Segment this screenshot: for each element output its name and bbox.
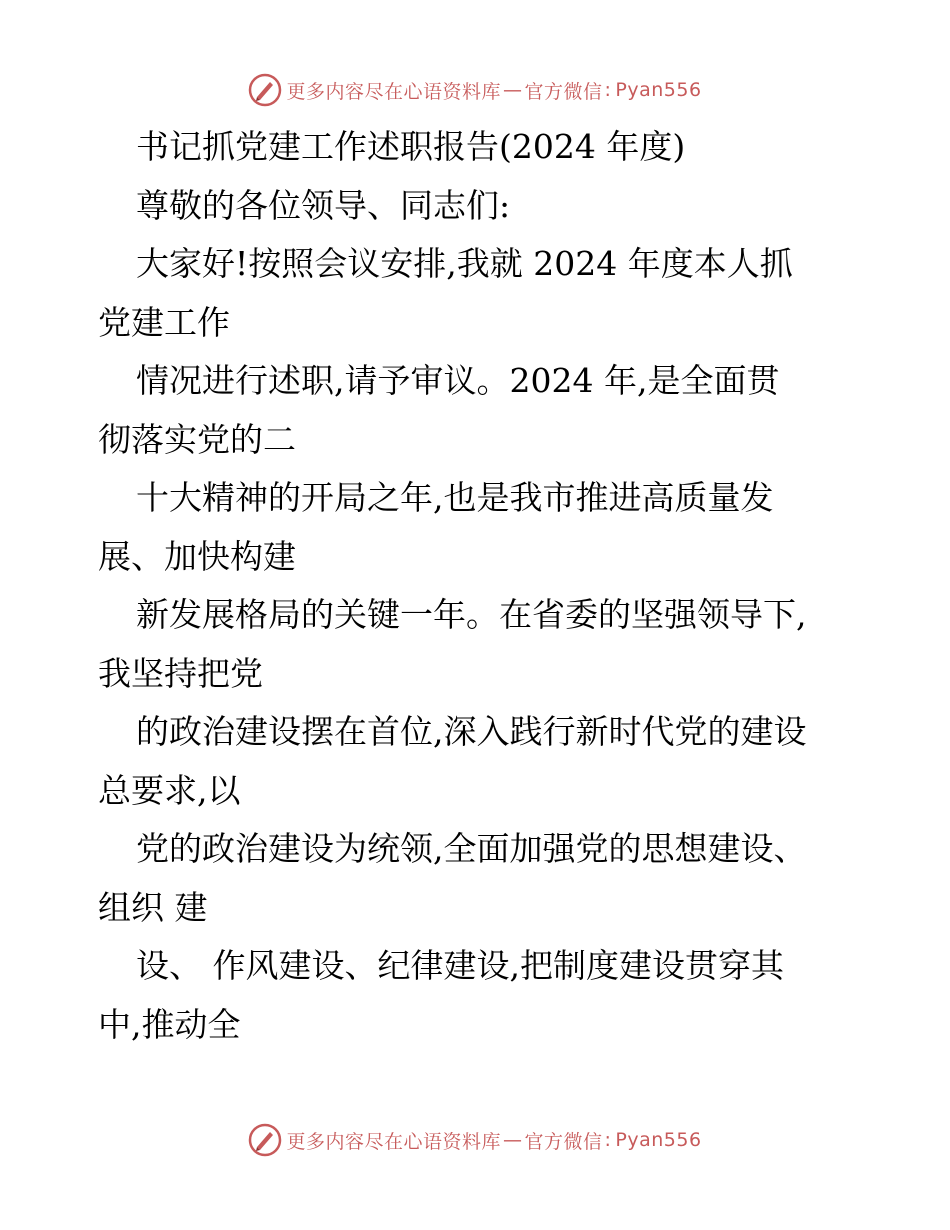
banner-text: 更多内容尽在心语资料库 bbox=[286, 80, 501, 103]
text-line: 情况进行述职,请予审议。2024 年,是全面贯 bbox=[136, 361, 780, 400]
banner-account: Pyan556 bbox=[615, 1129, 702, 1151]
banner-text: 更多内容尽在心语资料库 bbox=[286, 1130, 501, 1153]
text-line: 设、 作风建设、纪律建设,把制度建设贯穿其 bbox=[136, 946, 784, 985]
pen-logo-icon bbox=[248, 1123, 282, 1157]
pen-logo-icon bbox=[248, 73, 282, 107]
banner-label: 官方微信 bbox=[524, 80, 603, 103]
banner-separator: : bbox=[604, 1129, 612, 1151]
text-line: 中,推动全 bbox=[98, 1004, 241, 1044]
banner-dash: — bbox=[502, 79, 523, 101]
text-line: 党的政治建设为统领,全面加强党的思想建设、 bbox=[136, 829, 807, 868]
text-line: 我坚持把党 bbox=[98, 653, 263, 693]
text-line: 新发展格局的关键一年。在省委的坚强领导下, bbox=[136, 595, 807, 634]
text-line: 彻落实党的二 bbox=[98, 419, 296, 459]
text-line: 的政治建设摆在首位,深入践行新时代党的建设 bbox=[136, 712, 807, 751]
text-line: 十大精神的开局之年,也是我市推进高质量发 bbox=[136, 478, 774, 517]
text-line: 展、加快构建 bbox=[98, 536, 296, 576]
document-body bbox=[0, 118, 950, 1054]
salutation: 尊敬的各位领导、同志们: bbox=[136, 185, 511, 225]
text-line: 党建工作 bbox=[98, 302, 230, 342]
text-line: 大家好!按照会议安排,我就 2024 年度本人抓 bbox=[136, 244, 793, 283]
document-title: 书记抓党建工作述职报告(2024 年度) bbox=[136, 127, 686, 166]
banner-separator: : bbox=[604, 79, 612, 101]
text-line: 组织 建 bbox=[98, 887, 208, 927]
footer-watermark-banner bbox=[0, 1120, 950, 1160]
banner-account: Pyan556 bbox=[615, 79, 702, 101]
banner-label: 官方微信 bbox=[524, 1130, 603, 1153]
header-watermark-banner bbox=[0, 70, 950, 110]
banner-dash: — bbox=[502, 1129, 523, 1151]
text-line: 总要求,以 bbox=[98, 770, 241, 810]
